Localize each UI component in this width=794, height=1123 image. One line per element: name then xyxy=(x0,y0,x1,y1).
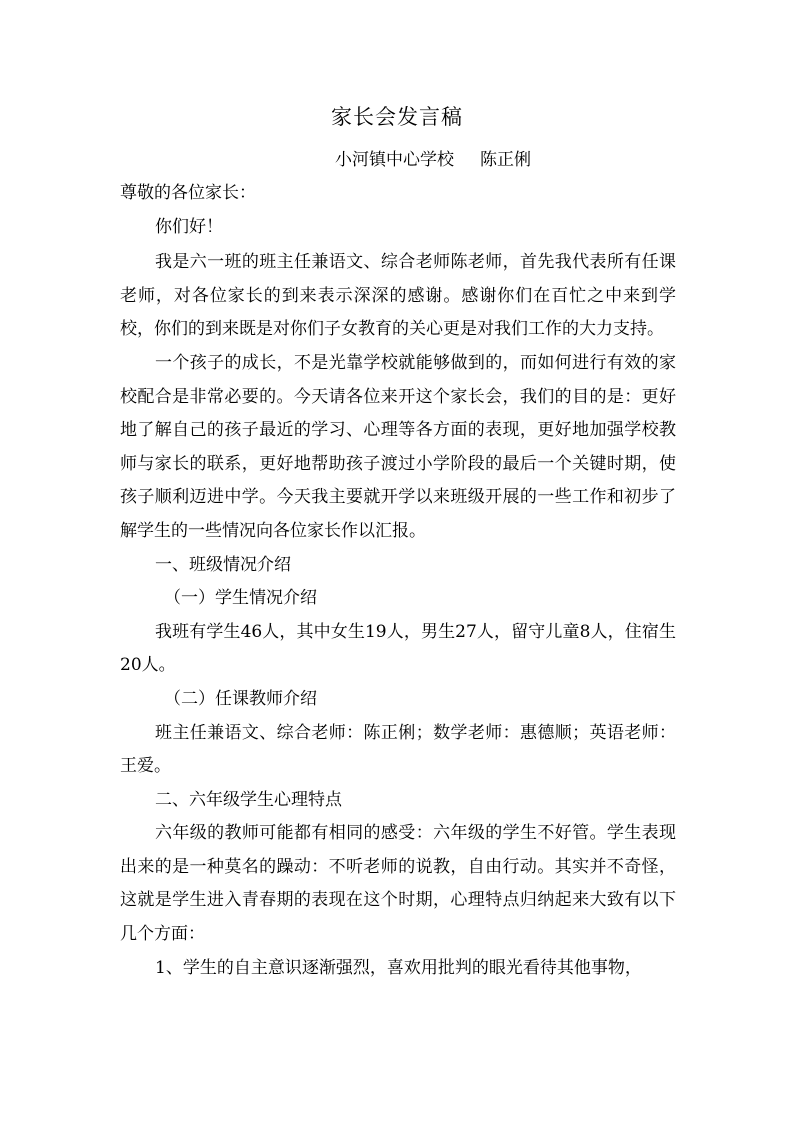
paragraph-teacher-list: 班主任兼语文、综合老师：陈正俐；数学老师：惠德顺；英语老师：王爱。 xyxy=(120,722,676,777)
document-body xyxy=(120,177,676,985)
salutation: 尊敬的各位家长： xyxy=(120,183,256,203)
document-title: 家长会发言稿 xyxy=(331,105,463,129)
section-heading-psychology: 二、六年级学生心理特点 xyxy=(155,789,342,810)
paragraph-purpose: 一个孩子的成长，不是光靠学校就能够做到的，而如何进行有效的家校配合是非常必要的。今天请各位来开这个家长会，我们的目的是：更好地了解自己的孩子最近的学习、心理等各方面的表现，更好地加强学校教师与家长的联系，更好地帮助孩子渡过小学阶段的最后一个关键时期，使孩子顺利迈进中学。今天我主要就开学以来班级开展的一些工作和初步了解学生的一些情况向各位家长作以汇报。 xyxy=(120,352,676,541)
section-heading-class-info: 一、班级情况介绍 xyxy=(155,554,291,575)
paragraph-point-1: 1、学生的自主意识逐渐强烈，喜欢用批判的眼光看待其他事物， xyxy=(155,957,642,978)
paragraph-introduction: 我是六一班的班主任兼语文、综合老师陈老师，首先我代表所有任课老师，对各位家长的到来表示深深的感谢。感谢你们在百忙之中来到学校，你们的到来既是对你们子女教育的关心更是对我们工作的大力支持。 xyxy=(120,252,676,340)
author-line xyxy=(335,146,531,174)
paragraph-student-stats: 我班有学生46人，其中女生19人，男生27人，留守儿童8人，住宿生20人。 xyxy=(120,621,676,676)
school-name: 小河镇中心学校 xyxy=(335,150,454,170)
subsection-heading-students: （一）学生情况介绍 xyxy=(164,588,317,609)
subsection-heading-teachers: （二）任课教师介绍 xyxy=(164,688,317,709)
paragraph-psychology: 六年级的教师可能都有相同的感受：六年级的学生不好管。学生表现出来的是一种莫名的躁动：不听老师的说教，自由行动。其实并不奇怪，这就是学生进入青春期的表现在这个时期，心理特点归纳起来大致有以下几个方面： xyxy=(120,823,676,945)
author-name: 陈正俐 xyxy=(480,150,531,170)
greeting: 你们好！ xyxy=(155,216,223,237)
